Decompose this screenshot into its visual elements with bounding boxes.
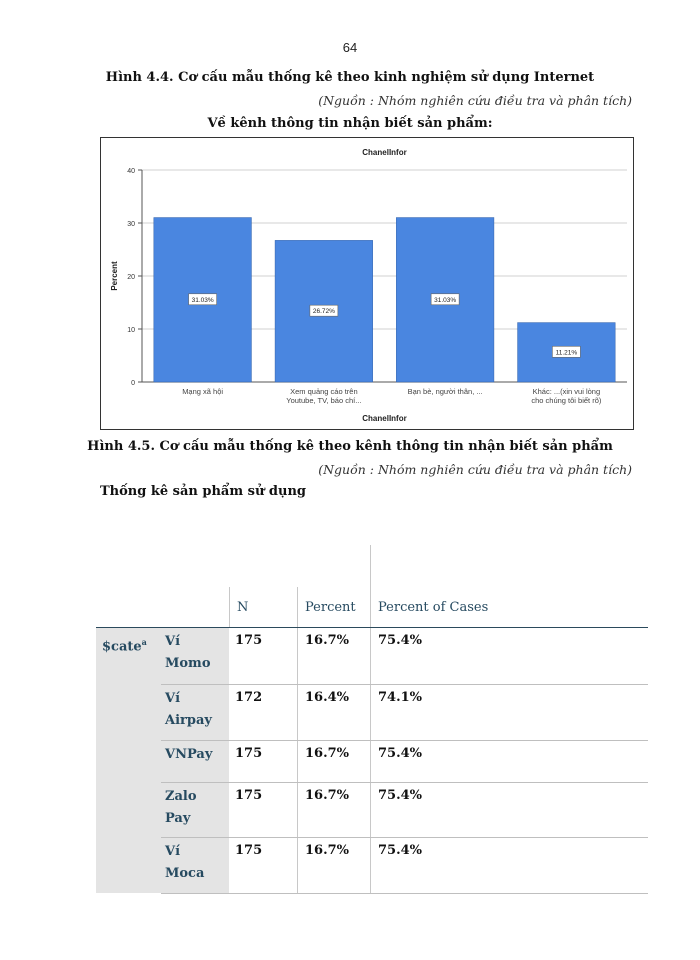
row-label-line: Pay (165, 811, 191, 826)
category-label-4: Khác: ...(xin vui lòng (532, 387, 601, 396)
row-label-line: Zalo (165, 789, 197, 804)
cell-percent: 16.4% (305, 690, 350, 705)
vline-body-2 (370, 627, 371, 893)
category-label-3: Bạn bè, người thân, ... (407, 387, 483, 396)
group-label-text: $cate (102, 639, 142, 655)
vline-header-1 (229, 587, 230, 627)
cell-percent-of-cases: 75.4% (378, 788, 423, 803)
figure-4-5-caption: Hình 4.5. Cơ cấu mẫu thống kê theo kênh thông tin nhận biết sản phẩm (87, 439, 613, 454)
page-number: 64 (342, 40, 358, 55)
cell-percent-of-cases: 74.1% (378, 690, 423, 705)
row-label-line: Airpay (165, 713, 212, 728)
section-heading-channel: Về kênh thông tin nhận biết sản phẩm: (207, 116, 493, 131)
row-rule (161, 740, 648, 741)
table-row-label (165, 786, 197, 830)
header-n: N (237, 600, 249, 615)
group-label-cate (102, 631, 147, 658)
header-rule (96, 627, 648, 628)
cell-n: 172 (235, 690, 263, 705)
figure-4-5-source: (Nguồn : Nhóm nghiên cứu điều tra và phân tích) (318, 462, 632, 477)
table-row-label (165, 688, 212, 732)
vline-header-2 (297, 587, 298, 627)
cell-percent: 16.7% (305, 746, 350, 761)
chart-title: ChanelInfor (362, 148, 407, 157)
data-label-1: 31.03% (191, 296, 214, 304)
cell-percent-of-cases: 75.4% (378, 746, 423, 761)
y-tick-label: 10 (127, 327, 135, 334)
row-rule (161, 782, 648, 783)
row-rule (161, 893, 648, 894)
row-label-line: Ví (165, 634, 181, 649)
cell-n: 175 (235, 633, 263, 648)
category-label-2: Xem quảng cáo trên (290, 387, 358, 396)
x-axis-label: ChanelInfor (362, 414, 407, 423)
table-row-label (165, 841, 204, 885)
data-label-4: 11.21% (555, 349, 578, 357)
cell-n: 175 (235, 746, 263, 761)
y-tick-label: 20 (127, 274, 135, 281)
figure-4-4-source: (Nguồn : Nhóm nghiên cứu điều tra và phân tích) (318, 93, 632, 108)
section-heading-products: Thống kê sản phẩm sử dụng (100, 484, 307, 499)
cell-percent: 16.7% (305, 633, 350, 648)
y-tick-label: 0 (131, 380, 135, 387)
y-tick-label: 30 (127, 221, 135, 228)
row-label-line: Ví (165, 691, 181, 706)
table-row-label (165, 744, 212, 766)
cell-percent-of-cases: 75.4% (378, 843, 423, 858)
cell-percent-of-cases: 75.4% (378, 633, 423, 648)
channel-bar-chart (101, 138, 633, 429)
chart-frame (100, 137, 634, 430)
header-percent-of-cases: Percent of Cases (378, 600, 489, 615)
row-label-line: VNPay (165, 747, 213, 762)
cell-percent: 16.7% (305, 843, 350, 858)
data-label-3: 31.03% (434, 296, 457, 304)
row-rule (161, 837, 648, 838)
category-label-1: Mạng xã hội (182, 387, 224, 396)
y-axis-label: Percent (110, 261, 119, 291)
header-percent: Percent (305, 600, 356, 615)
category-label-4: cho chúng tôi biết rõ) (531, 396, 602, 405)
row-label-line: Moca (165, 866, 205, 881)
row-label-line: Ví (165, 844, 181, 859)
row-rule (161, 684, 648, 685)
group-label-footnote: a (141, 637, 147, 647)
vline-header-3 (370, 545, 371, 627)
y-tick-label: 40 (127, 168, 135, 175)
data-label-2: 26.72% (312, 308, 335, 316)
cell-n: 175 (235, 788, 263, 803)
cell-percent: 16.7% (305, 788, 350, 803)
cell-n: 175 (235, 843, 263, 858)
product-usage-table (96, 545, 648, 895)
figure-4-4-caption: Hình 4.4. Cơ cấu mẫu thống kê theo kinh nghiệm sử dụng Internet (105, 70, 595, 85)
table-row-label (165, 631, 211, 675)
vline-body-1 (297, 627, 298, 893)
row-label-line: Momo (165, 656, 211, 671)
category-label-2: Youtube, TV, báo chí... (286, 396, 362, 405)
